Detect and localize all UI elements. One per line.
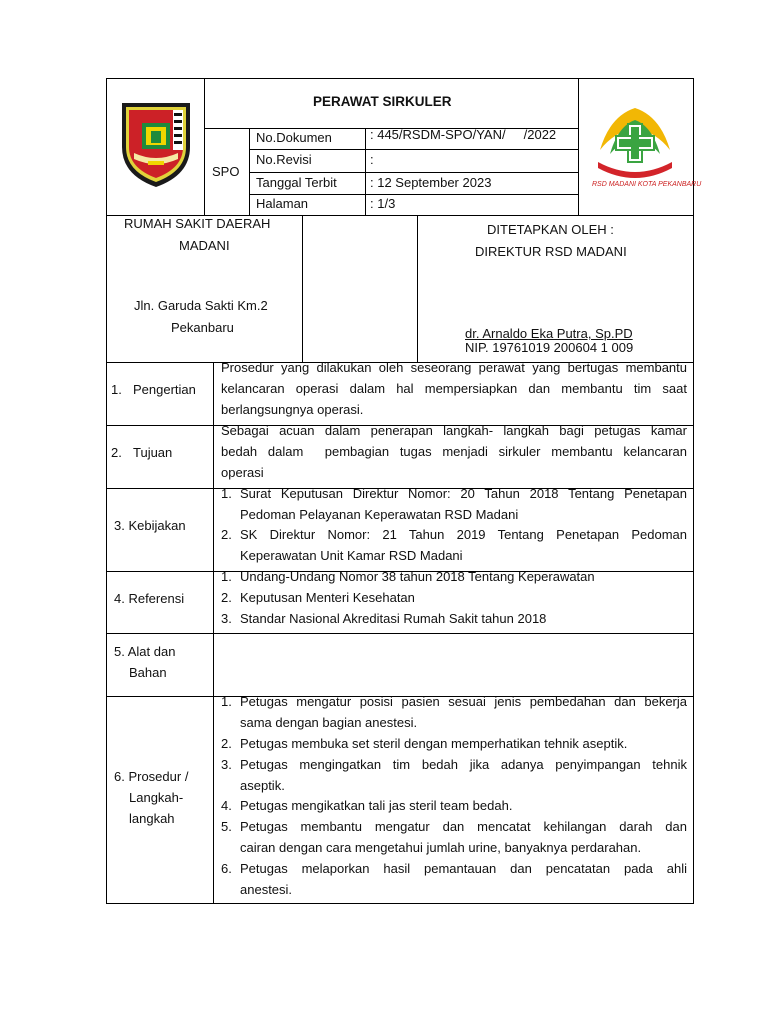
meta-label-tanggal-terbit: Tanggal Terbit [256,175,337,190]
list-number: 2. [221,590,232,605]
list-text: Standar Nasional Akreditasi Rumah Sakit tahun 2018 [240,611,547,626]
list-text: Surat Keputusan Direktur Nomor: 20 Tahun 2018 Tentang Penetapan [240,486,687,501]
grid-line [204,78,205,215]
prosedur-item [221,692,687,734]
list-text-cont: cairan dengan cara mengetahui jumlah urine, banyaknya perdarahan. [240,840,642,855]
section-number-pengertian: 1. [111,382,122,397]
prosedur-item [221,859,687,901]
list-text-cont: anestesi. [240,882,293,897]
list-number: 2. [221,527,232,542]
pengertian-line: berlangsungnya operasi. [221,402,364,417]
approval-signer: dr. Arnaldo Eka Putra, Sp.PD [465,326,633,341]
document-title: PERAWAT SIRKULER [313,94,452,109]
list-number: 1. [221,569,232,584]
list-text: Petugas mengikatkan tali jas steril team bedah. [240,798,513,813]
spo-label: SPO [212,164,240,179]
list-number: 3. [221,611,232,626]
list-text: Petugas mengingatkan tim bedah jika adanya penyimpangan tehnik [240,757,687,772]
approval-position: DIREKTUR RSD MADANI [475,244,627,259]
list-text: Petugas mengatur posisi pasien sesuai jenis pembedahan dan bekerja [240,694,687,709]
list-text: SK Direktur Nomor: 21 Tahun 2019 Tentang Penetapan Pedoman [240,527,687,542]
section-label-referensi: 4. Referensi [114,591,185,606]
prosedur-item [221,796,687,817]
list-text-cont: sama dengan bagian anestesi. [240,715,418,730]
section-label-prosedur-cont: langkah [129,811,175,826]
approval-nip: NIP. 19761019 200604 1 009 [465,340,634,355]
list-text: Undang-Undang Nomor 38 tahun 2018 Tentang Keperawatan [240,569,595,584]
meta-label-no-dokumen: No.Dokumen [256,130,332,145]
list-number: 5. [221,819,232,834]
list-number: 2. [221,736,232,751]
grid-line [302,215,303,362]
referensi-item [221,588,687,609]
list-text-cont: Keperawatan Unit Kamar RSD Madani [240,548,463,563]
institution-name-line2: MADANI [179,238,230,253]
list-number: 3. [221,757,232,772]
list-number: 4. [221,798,232,813]
grid-line [578,78,579,215]
hospital-logo-caption: RSD MADANI KOTA PEKANBARU [592,181,702,188]
prosedur-item [221,755,687,797]
institution-address-line1: Jln. Garuda Sakti Km.2 [134,298,268,313]
meta-label-halaman: Halaman [256,196,309,211]
section-label-alat-cont: Bahan [129,665,167,680]
meta-value-no-dokumen: : 445/RSDM-SPO/YAN/ /2022 [370,127,557,142]
approval-label: DITETAPKAN OLEH : [487,222,614,237]
list-text-cont: aseptik. [240,778,285,793]
referensi-item [221,609,687,630]
kebijakan-item [221,484,687,526]
city-emblem-logo [118,101,194,189]
institution-address-line2: Pekanbaru [171,320,234,335]
prosedur-item [221,734,687,755]
institution-name-line1: RUMAH SAKIT DAERAH [124,216,271,231]
list-text: Keputusan Menteri Kesehatan [240,590,415,605]
referensi-item [221,567,687,588]
prosedur-item [221,817,687,859]
list-text: Petugas melaporkan hasil pemantauan dan pencatatan pada ahli [240,861,687,876]
grid-line [249,149,578,150]
list-number: 6. [221,861,232,876]
grid-line [249,172,578,173]
grid-line [417,215,418,362]
section-label-prosedur: 6. Prosedur / [114,769,189,784]
section-number-tujuan: 2. [111,445,122,460]
section-label-tujuan: Tujuan [133,445,173,460]
grid-line [249,194,578,195]
list-text-cont: Pedoman Pelayanan Keperawatan RSD Madani [240,507,519,522]
pengertian-line: kelancaran operasi dalam hal mempersiapkan dan membantu tim saat [221,381,687,396]
section-label-alat: 5. Alat dan [114,644,176,659]
grid-line [106,633,694,634]
kebijakan-item [221,525,687,567]
meta-value-tanggal-terbit: : 12 September 2023 [370,175,492,190]
section-label-prosedur-cont: Langkah- [129,790,184,805]
list-number: 1. [221,694,232,709]
pengertian-line: Prosedur yang dilakukan oleh seseorang perawat yang bertugas membantu [221,360,687,375]
list-text: Petugas membuka set steril dengan memperhatikan tehnik aseptik. [240,736,628,751]
meta-label-no-revisi: No.Revisi [256,152,312,167]
tujuan-line: bedah dalam pembagian tugas menjadi sirkuler membantu kelancaran [221,444,687,459]
meta-value-halaman: : 1/3 [370,196,396,211]
list-number: 1. [221,486,232,501]
tujuan-line: operasi [221,465,264,480]
tujuan-line: Sebagai acuan dalam penerapan langkah- langkah bagi petugas kamar [221,423,687,438]
list-text: Petugas membantu mengatur dan mencatat kehilangan darah dan [240,819,687,834]
section-label-kebijakan: 3. Kebijakan [114,518,186,533]
meta-value-no-revisi: : [370,152,374,167]
section-label-pengertian: Pengertian [133,382,196,397]
